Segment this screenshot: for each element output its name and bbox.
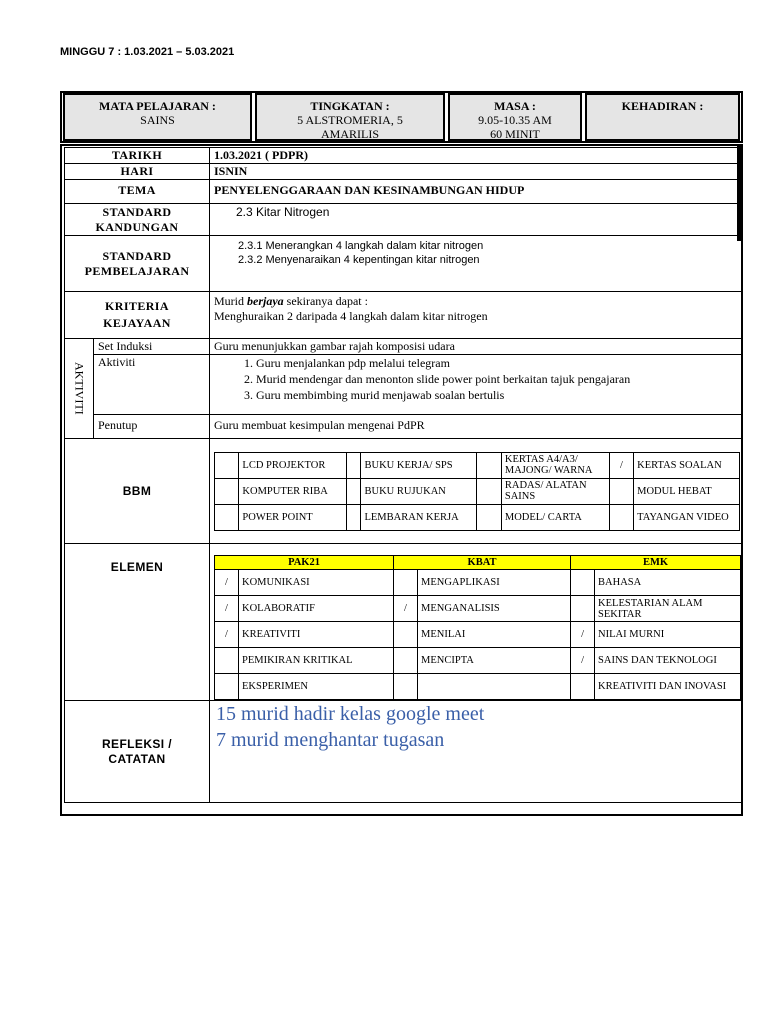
elemen-item: NILAI MURNI (595, 622, 741, 648)
induction-row (65, 339, 742, 355)
elemen-cell (210, 544, 742, 701)
elemen-table-row (215, 622, 741, 648)
elemen-item (418, 674, 571, 700)
elemen-item: KREATIVITI DAN INOVASI (595, 674, 741, 700)
bbm-item: KOMPUTER RIBA (239, 478, 347, 504)
bbm-item: KERTAS A4/A3/ MAJONG/ WARNA (501, 452, 609, 478)
attendance-label: KEHADIRAN : (621, 99, 704, 113)
bbm-row (65, 439, 742, 544)
date-row (65, 148, 742, 164)
learning-standard-label (65, 236, 210, 292)
elemen-check-cell: / (394, 596, 418, 622)
elemen-check-cell: / (571, 648, 595, 674)
bbm-check-cell (609, 478, 633, 504)
bbm-label: BBM (65, 439, 210, 544)
subject-box (63, 93, 252, 141)
elemen-header: EMK (571, 556, 741, 570)
bbm-table-row (215, 452, 740, 478)
bbm-item: POWER POINT (239, 504, 347, 530)
reflection-row (65, 701, 742, 803)
elemen-label: ELEMEN (65, 544, 210, 701)
day-value: ISNIN (210, 164, 742, 180)
criteria-label-2: KEJAYAAN (103, 316, 171, 330)
learning-standard-row (65, 236, 742, 292)
form-value: 5 ALSTROMERIA, 5 AMARILIS (297, 113, 403, 141)
content-standard-row (65, 204, 742, 236)
elemen-item: MENILAI (418, 622, 571, 648)
bbm-item: RADAS/ ALATAN SAINS (501, 478, 609, 504)
date-label: TARIKH (65, 148, 210, 164)
learning-standard-1: 2.3.1 Menerangkan 4 langkah dalam kitar nitrogen (238, 240, 484, 252)
subject-label: MATA PELAJARAN : (99, 99, 216, 113)
activity-label: Aktiviti (94, 355, 210, 415)
elemen-row (65, 544, 742, 701)
attendance-box (585, 93, 740, 141)
activity-vertical-cell (65, 339, 94, 439)
week-heading: MINGGU 7 : 1.03.2021 – 5.03.2021 (60, 46, 235, 58)
bbm-check-cell (215, 504, 239, 530)
criteria-value (210, 292, 742, 339)
reflection-label-2: CATATAN (108, 751, 166, 766)
bbm-check-cell (347, 478, 361, 504)
closing-label: Penutup (94, 415, 210, 439)
elemen-check-cell (215, 674, 239, 700)
elemen-table-row (215, 570, 741, 596)
time-label: MASA : (494, 99, 536, 113)
activity-steps (210, 355, 742, 415)
elemen-item: BAHASA (595, 570, 741, 596)
reflection-line-1: 15 murid hadir kelas google meet (216, 703, 485, 725)
theme-row (65, 180, 742, 204)
content-standard-label-2: KANDUNGAN (95, 220, 179, 234)
elemen-item: EKSPERIMEN (239, 674, 394, 700)
activity-step-3: 3. Guru membimbing murid menjawab soalan bertulis (256, 387, 737, 403)
bbm-item: BUKU RUJUKAN (361, 478, 477, 504)
bbm-item: BUKU KERJA/ SPS (361, 452, 477, 478)
reflection-line-2: 7 murid menghantar tugasan (216, 729, 445, 751)
lesson-plan-table (64, 147, 742, 803)
day-label: HARI (65, 164, 210, 180)
bbm-cell (210, 439, 742, 544)
bbm-check-cell: / (609, 452, 633, 478)
bbm-table-row (215, 504, 740, 530)
learning-standard-values (210, 236, 742, 292)
elemen-check-cell: / (571, 622, 595, 648)
learning-standard-label-2: PEMBELAJARAN (84, 263, 190, 278)
time-value-1: 9.05-10.35 AM (478, 113, 552, 127)
elemen-table-row (215, 648, 741, 674)
reflection-notes (210, 701, 742, 803)
elemen-header-row (215, 556, 741, 570)
form-box (255, 93, 445, 141)
elemen-check-cell (394, 570, 418, 596)
bbm-item: MODEL/ CARTA (501, 504, 609, 530)
bbm-check-cell (347, 504, 361, 530)
bbm-check-cell (609, 504, 633, 530)
closing-value: Guru membuat kesimpulan mengenai PdPR (210, 415, 742, 439)
elemen-item: MENGANALISIS (418, 596, 571, 622)
elemen-check-cell (571, 596, 595, 622)
activity-row (65, 355, 742, 415)
closing-row (65, 415, 742, 439)
elemen-item: MENCIPTA (418, 648, 571, 674)
bbm-check-cell (477, 452, 501, 478)
bbm-item: LEMBARAN KERJA (361, 504, 477, 530)
criteria-line-2: Menghuraikan 2 daripada 4 langkah dalam kitar nitrogen (214, 309, 488, 323)
day-row (65, 164, 742, 180)
elemen-item: SAINS DAN TEKNOLOGI (595, 648, 741, 674)
elemen-item: PEMIKIRAN KRITIKAL (239, 648, 394, 674)
learning-standard-label-1: STANDARD (102, 248, 172, 263)
bbm-table (214, 452, 740, 531)
bbm-check-cell (477, 478, 501, 504)
reflection-label (65, 701, 210, 803)
content-standard-label-1: STANDARD (102, 205, 172, 219)
activity-step-1: 1. Guru menjalankan pdp melalui telegram (256, 355, 737, 371)
content-standard-value: 2.3 Kitar Nitrogen (210, 204, 742, 236)
bbm-item: MODUL HEBAT (634, 478, 740, 504)
elemen-check-cell: / (215, 622, 239, 648)
elemen-check-cell (394, 622, 418, 648)
elemen-header: PAK21 (215, 556, 394, 570)
elemen-check-cell: / (215, 570, 239, 596)
bbm-table-row (215, 478, 740, 504)
induction-value: Guru menunjukkan gambar rajah komposisi udara (210, 339, 742, 355)
activity-list (230, 355, 737, 403)
elemen-check-cell (571, 570, 595, 596)
elemen-check-cell (394, 648, 418, 674)
induction-label: Set Induksi (94, 339, 210, 355)
date-value: 1.03.2021 ( PDPR) (210, 148, 742, 164)
time-box (448, 93, 582, 141)
bbm-item: LCD PROJEKTOR (239, 452, 347, 478)
form-label: TINGKATAN : (310, 99, 390, 113)
elemen-item: KREATIVITI (239, 622, 394, 648)
elemen-table-row (215, 674, 741, 700)
criteria-label-1: KRITERIA (105, 299, 169, 313)
bbm-check-cell (347, 452, 361, 478)
reflection-label-1: REFLEKSI / (101, 736, 172, 751)
elemen-check-cell (394, 674, 418, 700)
elemen-table (214, 555, 741, 700)
content-standard-label (65, 204, 210, 236)
theme-label: TEMA (65, 180, 210, 204)
bbm-item: KERTAS SOALAN (634, 452, 740, 478)
subject-value: SAINS (140, 113, 175, 127)
activity-vertical-label: AKTIVITI (72, 362, 87, 415)
elemen-item: KOMUNIKASI (239, 570, 394, 596)
learning-standard-2: 2.3.2 Menyenaraikan 4 kepentingan kitar nitrogen (238, 254, 480, 266)
elemen-item: MENGAPLIKASI (418, 570, 571, 596)
elemen-item: KOLABORATIF (239, 596, 394, 622)
bbm-check-cell (215, 478, 239, 504)
criteria-emph: berjaya (247, 294, 284, 308)
activity-step-2: 2. Murid mendengar dan menonton slide power point berkaitan tajuk pengajaran (256, 371, 737, 387)
elemen-header: KBAT (394, 556, 571, 570)
elemen-table-row (215, 596, 741, 622)
criteria-pre: Murid (214, 294, 247, 308)
theme-value: PENYELENGGARAAN DAN KESINAMBUNGAN HIDUP (210, 180, 742, 204)
bbm-check-cell (477, 504, 501, 530)
elemen-check-cell: / (215, 596, 239, 622)
bbm-item: TAYANGAN VIDEO (634, 504, 740, 530)
elemen-check-cell (571, 674, 595, 700)
criteria-label (65, 292, 210, 339)
bbm-check-cell (215, 452, 239, 478)
time-value-2: 60 MINIT (490, 127, 540, 141)
criteria-row (65, 292, 742, 339)
elemen-check-cell (215, 648, 239, 674)
criteria-line-1 (214, 294, 737, 309)
elemen-item: KELESTARIAN ALAM SEKITAR (595, 596, 741, 622)
criteria-post: sekiranya dapat : (283, 294, 368, 308)
